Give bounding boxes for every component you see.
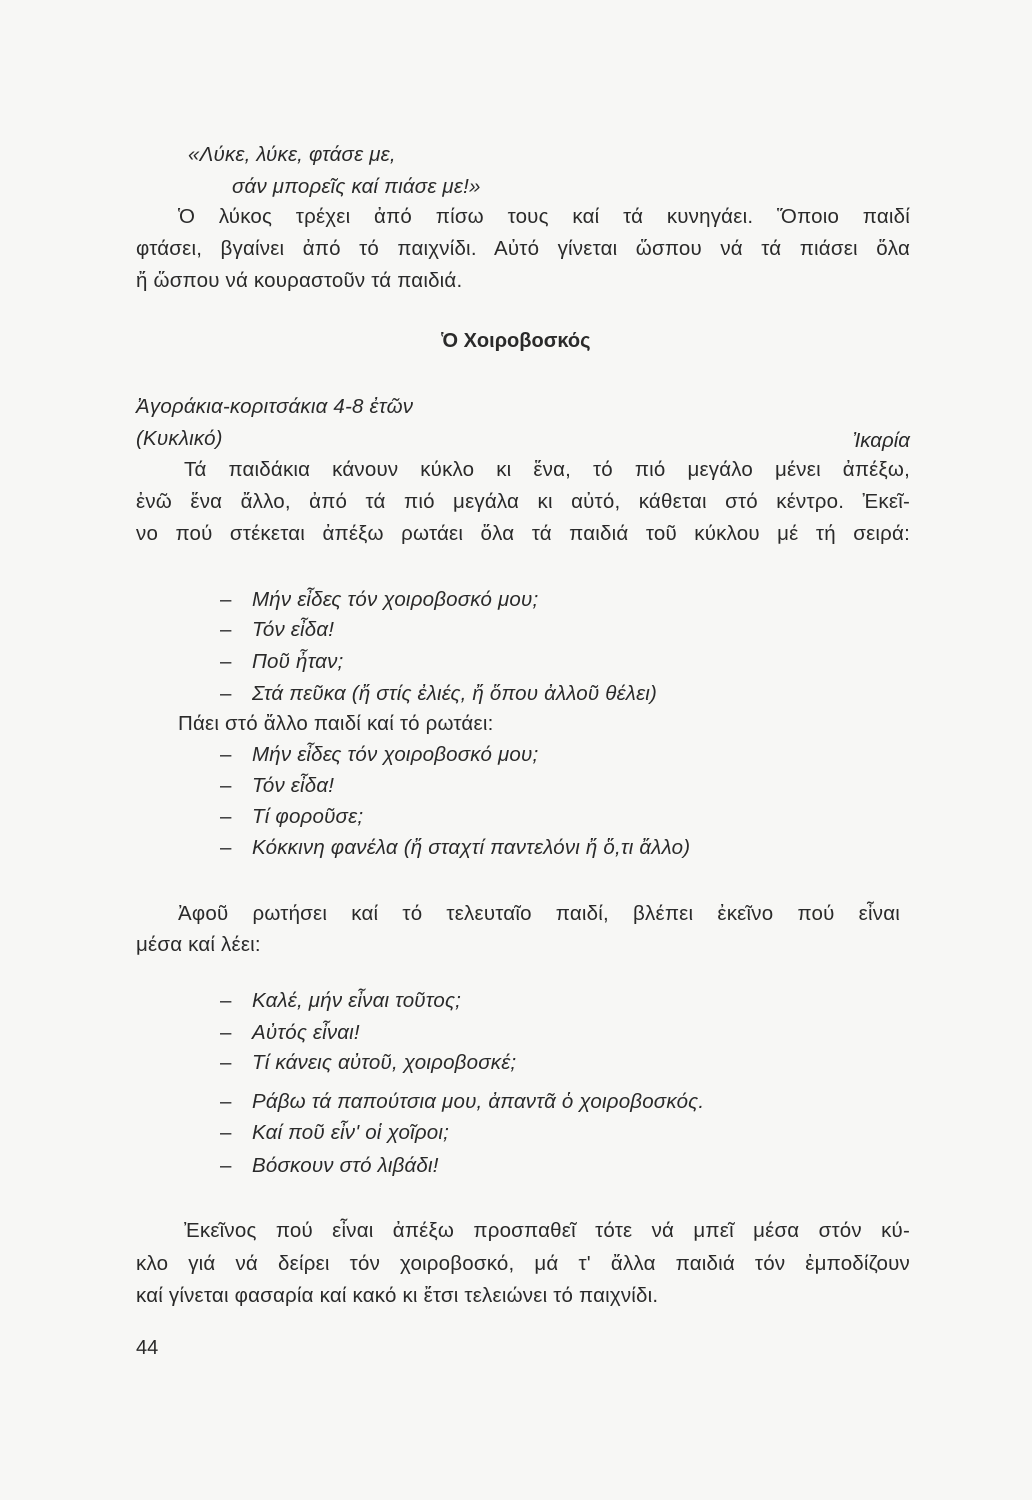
dash: –	[220, 1021, 232, 1044]
dialogue-text: Τόν εἶδα!	[252, 774, 335, 797]
description-line: ἐνῶ ἕνα ἄλλο, ἀπό τά πιό μεγάλα κι αὐτό, κάθεται στό κέντρο. Ἐκεῖ-	[136, 490, 910, 513]
dialogue-text: Τί κάνεις αὐτοῦ, χοιροβοσκέ;	[252, 1051, 517, 1074]
transition-line: Πάει στό ἄλλο παιδί καί τό ρωτάει:	[178, 712, 494, 735]
dialogue-line	[220, 1086, 704, 1118]
dialogue-line	[220, 614, 334, 646]
after-paragraph-line: Ἀφοῦ ρωτήσει καί τό τελευταῖο παιδί, βλέπει ἐκεῖνο πού εἶναι	[178, 902, 900, 925]
region: Ἰκαρία	[852, 429, 910, 452]
dialogue-text: Καλέ, μήν εἶναι τοῦτος;	[252, 989, 462, 1012]
dialogue-line	[220, 985, 461, 1017]
dialogue-line	[220, 1017, 360, 1049]
dialogue-line	[220, 801, 363, 833]
dash: –	[220, 650, 232, 673]
after-paragraph-line: μέσα καί λέει:	[136, 933, 261, 956]
dialogue-text: Ποῦ ἦταν;	[252, 650, 344, 673]
dialogue-line	[220, 1150, 439, 1182]
dialogue-line	[220, 832, 690, 864]
final-paragraph-line: κλο γιά νά δείρει τόν χοιροβοσκό, μά τ' ἄλλα παιδιά τόν ἐμποδίζουν	[136, 1252, 910, 1275]
game-title: Ὁ Χοιροβοσκός	[441, 330, 591, 352]
dialogue-text: Κόκκινη φανέλα (ἤ σταχτί παντελόνι ἤ ὅ,τι ἄλλο)	[252, 836, 691, 859]
dialogue-line	[220, 1117, 449, 1149]
dialogue-text: Μήν εἶδες τόν χοιροβοσκό μου;	[252, 743, 539, 766]
dash: –	[220, 618, 232, 641]
dialogue-line	[220, 770, 334, 802]
intro-paragraph-line: φτάσει, βγαίνει ἀπό τό παιχνίδι. Αὐτό γίνεται ὥσπου νά τά πιάσει ὅλα	[136, 237, 910, 260]
dash: –	[220, 743, 232, 766]
dialogue-text: Βόσκουν στό λιβάδι!	[252, 1154, 439, 1177]
final-paragraph-line: καί γίνεται φασαρία καί κακό κι ἔτσι τελειώνει τό παιχνίδι.	[136, 1284, 659, 1307]
dialogue-line	[220, 646, 343, 678]
dash: –	[220, 1121, 232, 1144]
dialogue-line	[220, 678, 657, 710]
dialogue-text: Τόν εἶδα!	[252, 618, 335, 641]
final-paragraph-line: Ἐκεῖνος πού εἶναι ἀπέξω προσπαθεῖ τότε νά μπεῖ μέσα στόν κύ-	[184, 1219, 910, 1242]
dash: –	[220, 836, 232, 859]
dialogue-text: Μήν εἶδες τόν χοιροβοσκό μου;	[252, 588, 539, 611]
dash: –	[220, 989, 232, 1012]
dash: –	[220, 774, 232, 797]
dialogue-text: Στά πεῦκα (ἤ στίς ἐλιές, ἤ ὅπου ἀλλοῦ θέλει)	[252, 682, 658, 705]
rhyme-line: «Λύκε, λύκε, φτάσε με,	[188, 143, 396, 166]
description-line: νο πού στέκεται ἀπέξω ρωτάει ὅλα τά παιδιά τοῦ κύκλου μέ τή σειρά:	[136, 522, 910, 545]
dialogue-text: Καί ποῦ εἶν' οἱ χοῖροι;	[252, 1121, 450, 1144]
dialogue-text: Ράβω τά παπούτσια μου, ἀπαντᾶ ὁ χοιροβοσκός.	[252, 1090, 705, 1113]
intro-paragraph-line: Ὁ λύκος τρέχει ἀπό πίσω τους καί τά κυνηγάει. Ὅποιο παιδί	[178, 205, 910, 228]
dash: –	[220, 805, 232, 828]
dash: –	[220, 1090, 232, 1113]
dash: –	[220, 1154, 232, 1177]
dialogue-line	[220, 739, 538, 771]
dash: –	[220, 682, 232, 705]
description-line: Τά παιδάκια κάνουν κύκλο κι ἕνα, τό πιό μεγάλο μένει ἀπέξω,	[184, 458, 910, 481]
dialogue-text: Αὐτός εἶναι!	[252, 1021, 360, 1044]
dialogue-text: Τί φοροῦσε;	[252, 805, 364, 828]
rhyme-line: σάν μπορεῖς καί πιάσε με!»	[232, 175, 481, 198]
dialogue-line	[220, 584, 538, 616]
page-number: 44	[136, 1337, 159, 1359]
dash: –	[220, 588, 232, 611]
dash: –	[220, 1051, 232, 1074]
game-type: (Κυκλικό)	[136, 427, 223, 450]
dialogue-line	[220, 1047, 516, 1079]
intro-paragraph-line: ἤ ὥσπου νά κουραστοῦν τά παιδιά.	[136, 269, 463, 292]
players-age: Ἀγοράκια-κοριτσάκια 4-8 ἐτῶν	[136, 395, 414, 418]
